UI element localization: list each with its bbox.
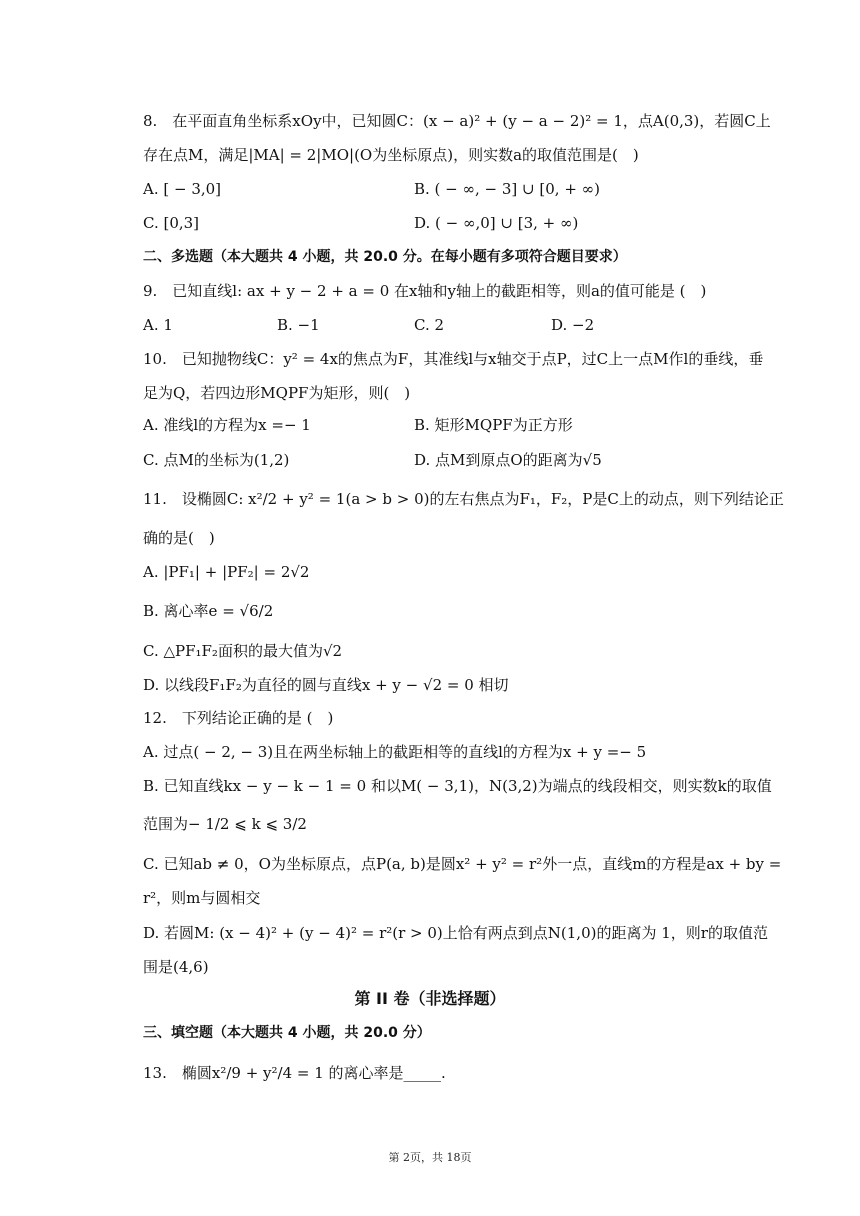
question-9-option-c: C. 2 [414, 316, 445, 334]
question-11-line-1: 11. 设椭圆C: x²/2 + y² = 1(a > b > 0)的左右焦点为F₁，F₂，P是C上的动点，则下列结论正 [143, 490, 784, 508]
page-footer: 第 2页，共 18页 [388, 1151, 472, 1164]
question-11-line-2: 确的是( ) [143, 529, 215, 547]
question-9-option-a: A. 1 [143, 316, 173, 334]
question-12-option-c-line-1: C. 已知ab ≠ 0，O为坐标原点，点P(a, b)是圆x² + y² = r²外一点，直线m的方程是ax + by = [143, 855, 782, 873]
question-8-line-1: 8. 在平面直角坐标系xOy中，已知圆C：(x − a)² + (y − a − 2)² = 1，点A(0,3)，若圆C上 [143, 112, 771, 130]
question-11-option-c: C. △PF₁F₂面积的最大值为√2 [143, 642, 343, 660]
question-13: 13. 椭圆x²/9 + y²/4 = 1 的离心率是_____. [143, 1064, 446, 1082]
question-10-option-c: C. 点M的坐标为(1,2) [143, 451, 290, 469]
question-10-option-a: A. 准线l的方程为x =− 1 [143, 416, 311, 434]
question-12-line-1: 12. 下列结论正确的是 ( ) [143, 709, 334, 727]
question-8-option-a: A. [ − 3,0] [143, 180, 222, 198]
question-12-option-d-line-1: D. 若圆M: (x − 4)² + (y − 4)² = r²(r > 0)上恰有两点到点N(1,0)的距离为 1，则r的取值范 [143, 924, 768, 942]
question-8-line-2: 存在点M，满足|MA| = 2|MO|(O为坐标原点)，则实数a的取值范围是( ) [143, 146, 639, 164]
question-9-option-d: D. −2 [551, 316, 595, 334]
question-10-line-1: 10. 已知抛物线C：y² = 4x的焦点为F，其准线l与x轴交于点P，过C上一点M作l的垂线，垂 [143, 350, 764, 368]
question-11-option-b: B. 离心率e = √6/2 [143, 602, 274, 620]
section-heading-fill-in: 三、填空题（本大题共 4 小题，共 20.0 分） [143, 1025, 431, 1041]
question-12-option-a: A. 过点( − 2, − 3)且在两坐标轴上的截距相等的直线l的方程为x + y =− 5 [143, 743, 647, 761]
question-8-option-b: B. ( − ∞, − 3] ∪ [0, + ∞) [414, 180, 600, 198]
question-11-option-a: A. |PF₁| + |PF₂| = 2√2 [143, 563, 310, 581]
question-9-line-1: 9. 已知直线l: ax + y − 2 + a = 0 在x轴和y轴上的截距相等，则a的值可能是 ( ) [143, 282, 707, 300]
question-9-option-b: B. −1 [277, 316, 320, 334]
section-heading-multiple-choice: 二、多选题（本大题共 4 小题，共 20.0 分。在每小题有多项符合题目要求） [143, 249, 627, 265]
question-12-option-d-line-2: 围是(4,6) [143, 958, 209, 976]
question-12-option-b-line-2: 范围为− 1/2 ⩽ k ⩽ 3/2 [143, 815, 307, 833]
question-12-option-b-line-1: B. 已知直线kx − y − k − 1 = 0 和以M( − 3,1)，N(3,2)为端点的线段相交，则实数k的取值 [143, 777, 772, 795]
question-8-option-d: D. ( − ∞,0] ∪ [3, + ∞) [414, 214, 579, 232]
question-10-option-b: B. 矩形MQPF为正方形 [414, 416, 573, 434]
question-10-line-2: 足为Q，若四边形MQPF为矩形，则( ) [143, 384, 411, 402]
question-11-option-d: D. 以线段F₁F₂为直径的圆与直线x + y − √2 = 0 相切 [143, 676, 509, 694]
question-8-option-c: C. [0,3] [143, 214, 200, 232]
part-two-heading: 第 II 卷（非选择题） [354, 989, 506, 1008]
question-12-option-c-line-2: r²，则m与圆相交 [143, 889, 261, 907]
question-10-option-d: D. 点M到原点O的距离为√5 [414, 451, 602, 469]
